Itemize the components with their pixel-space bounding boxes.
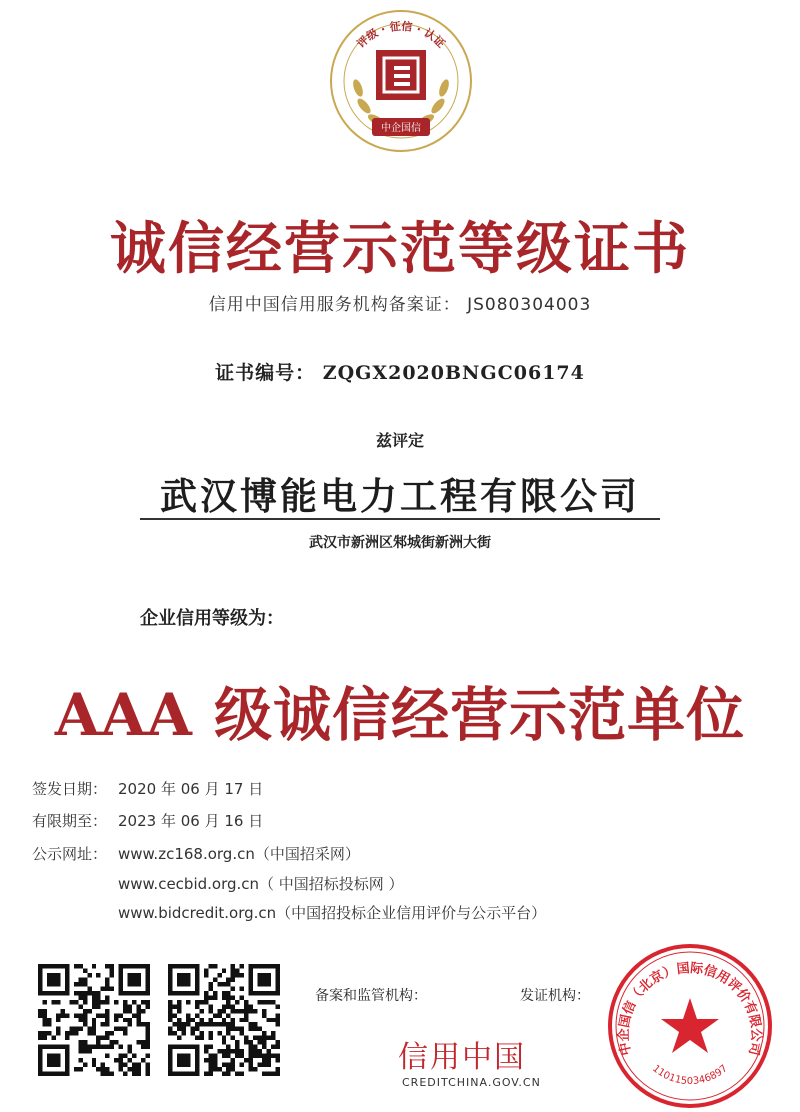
credit-emblem-icon xyxy=(328,8,474,154)
company-address: 武汉市新洲区邾城街新洲大街 xyxy=(309,535,491,551)
issue-date-row xyxy=(32,778,263,799)
svg-text:1101150346897 xyxy=(650,1063,730,1087)
website-link-3[interactable]: www.bidcredit.org.cn（中国招投标企业信用评价与公示平台） xyxy=(118,904,547,922)
expiry-date-label: 有限期至： xyxy=(32,812,108,830)
qr-code-icon xyxy=(38,964,150,1076)
company-name: 武汉博能电力工程有限公司 xyxy=(160,474,640,518)
record-number: 信用中国信用服务机构备案证： JS080304003 xyxy=(208,295,592,315)
issue-date-value: 2020 年 06 月 17 日 xyxy=(118,780,264,798)
issue-date-label: 签发日期： xyxy=(32,780,108,798)
supervisor-label: 备案和监管机构： xyxy=(315,988,427,1004)
emblem-ribbon-text: 中企国信 xyxy=(381,123,421,134)
credit-china-url: CREDITCHINA.GOV.CN xyxy=(402,1076,541,1089)
company-underline xyxy=(140,518,660,520)
seal-number: 1101150346897 xyxy=(650,1063,730,1088)
expiry-date-value: 2023 年 06 月 16 日 xyxy=(118,812,264,830)
seal-arc-text: 中企国信（北京）国际信用评价有限公司 xyxy=(616,961,764,1057)
issuer-label: 发证机构： xyxy=(520,988,590,1004)
certificate-title: 诚信经营示范等级证书 xyxy=(110,216,690,282)
assessed-heading: 兹评定 xyxy=(375,431,424,450)
website-row xyxy=(32,843,360,864)
website-label: 公示网址： xyxy=(32,845,108,863)
qr-code-icon xyxy=(168,964,280,1076)
grade-label: 企业信用等级为： xyxy=(140,608,284,629)
emblem-arc-text: 评级 · 征信 · 认证 xyxy=(354,19,448,51)
certificate-number: 证书编号： ZQGX2020BNGC06174 xyxy=(215,362,585,384)
credit-china-logo: 信用中国 xyxy=(398,1040,526,1075)
credit-grade: AAA 级诚信经营示范单位 xyxy=(54,681,746,749)
official-seal-icon xyxy=(604,940,776,1112)
website-link-1[interactable]: www.zc168.org.cn（中国招采网） xyxy=(118,845,360,863)
expiry-date-row xyxy=(32,810,263,831)
star-icon xyxy=(661,998,719,1053)
website-link-2[interactable]: www.cecbid.org.cn（ 中国招标投标网 ） xyxy=(118,875,404,893)
